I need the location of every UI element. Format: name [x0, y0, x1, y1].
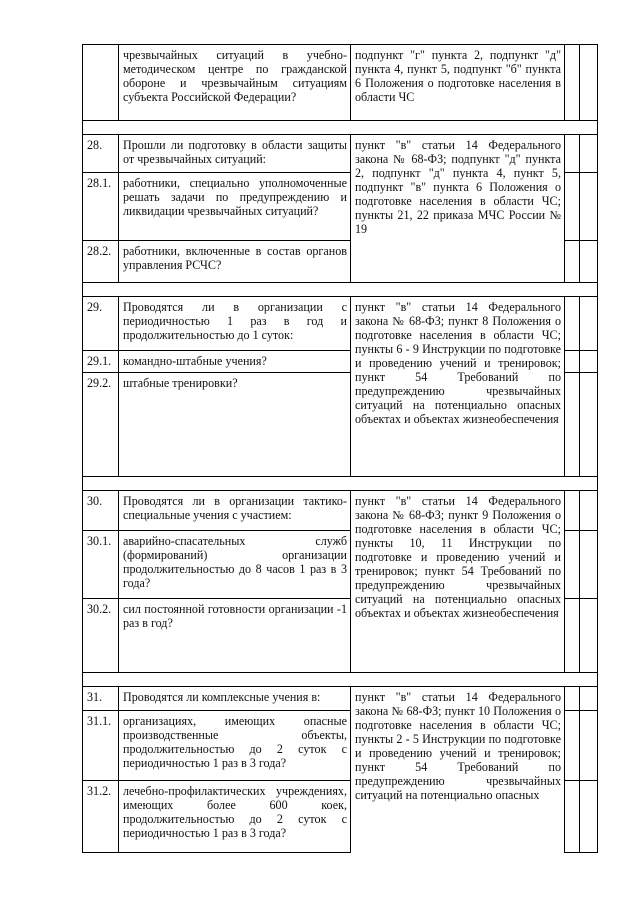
answer-cell	[565, 45, 580, 121]
spacer-row	[83, 477, 598, 491]
legal-reference: пункт "в" статьи 14 Федерального закона № 68-ФЗ; пункт 10 Положения о подготовке населения в области ЧС; пункты 2 - 5 Инструкции по подготовке и проведению учений и тренировок; пункт 54 Требований по предупреждению чрезвычайных ситуаций на потенциально опасных	[351, 687, 565, 853]
question-text: Прошли ли подготовку в области защиты от чрезвычайных ситуаций:	[119, 135, 351, 173]
answer-cell	[565, 373, 580, 477]
answer-cell	[565, 599, 580, 673]
table-row	[83, 297, 598, 351]
answer-cell	[565, 711, 580, 781]
question-text: сил постоянной готовности организации -1 раз в год?	[119, 599, 351, 673]
answer-cell	[565, 297, 580, 351]
answer-cell	[565, 173, 580, 241]
question-text: организациях, имеющих опасные производственные объекты, продолжительностью до 2 суток с периодичностью 1 раз в 3 года?	[119, 711, 351, 781]
question-text: работники, включенные в состав органов управления РСЧС?	[119, 241, 351, 283]
note-cell	[580, 373, 598, 477]
note-cell	[580, 781, 598, 853]
answer-cell	[565, 351, 580, 373]
note-cell	[580, 173, 598, 241]
note-cell	[580, 45, 598, 121]
note-cell	[580, 297, 598, 351]
note-cell	[580, 531, 598, 599]
table-row	[83, 45, 598, 121]
table-row	[83, 135, 598, 173]
question-text: Проводятся ли в организации с периодичностью 1 раз в год и продолжительностью до 1 суток:	[119, 297, 351, 351]
answer-cell	[565, 531, 580, 599]
question-text: Проводятся ли в организации тактико-специальные учения с участием:	[119, 491, 351, 531]
question-text: Проводятся ли комплексные учения в:	[119, 687, 351, 711]
legal-reference: пункт "в" статьи 14 Федерального закона № 68-ФЗ; подпункт "д" пункта 2, подпункт "д" пункта 4, пункт 5, подпункт "в" пункта 6 Положения о подготовке населения в области ЧС; пункты 21, 22 приказа МЧС России № 19	[351, 135, 565, 283]
question-text: работники, специально уполномоченные решать задачи по предупреждению и ликвидации чрезвычайных ситуаций?	[119, 173, 351, 241]
item-number: 29.	[83, 297, 119, 351]
answer-cell	[565, 781, 580, 853]
question-text: штабные тренировки?	[119, 373, 351, 477]
note-cell	[580, 351, 598, 373]
legal-reference: пункт "в" статьи 14 Федерального закона № 68-ФЗ; пункт 9 Положения о подготовке населения в области ЧС; пункты 10, 11 Инструкции по подготовке и проведению учений и тренировок; пункт 54 Требований по предупреждению чрезвычайных ситуаций на потенциально опасных объектах и объектах жизнеобеспечения	[351, 491, 565, 673]
item-number: 30.	[83, 491, 119, 531]
note-cell	[580, 711, 598, 781]
item-number: 28.1.	[83, 173, 119, 241]
note-cell	[580, 687, 598, 711]
item-number: 30.2.	[83, 599, 119, 673]
item-number: 28.	[83, 135, 119, 173]
item-number: 29.2.	[83, 373, 119, 477]
answer-cell	[565, 687, 580, 711]
spacer-row	[83, 283, 598, 297]
question-text: лечебно-профилактических учреждениях, имеющих более 600 коек, продолжительностью до 2 суток с периодичностью 1 раз в 3 года?	[119, 781, 351, 853]
note-cell	[580, 599, 598, 673]
spacer-row	[83, 121, 598, 135]
item-number: 28.2.	[83, 241, 119, 283]
item-number	[83, 45, 119, 121]
question-text: чрезвычайных ситуаций в учебно-методическом центре по гражданской обороне и чрезвычайным ситуациям субъекта Российской Федерации?	[119, 45, 351, 121]
item-number: 30.1.	[83, 531, 119, 599]
legal-reference: пункт "в" статьи 14 Федерального закона № 68-ФЗ; пункт 8 Положения о подготовке населения в области ЧС; пункты 6 - 9 Инструкции по подготовке и проведению учений и тренировок; пункт 54 Требований по предупреждению чрезвычайных ситуаций на потенциально опасных объектах и объектах жизнеобеспечения	[351, 297, 565, 477]
answer-cell	[565, 241, 580, 283]
spacer-row	[83, 673, 598, 687]
table-row	[83, 687, 598, 711]
answer-cell	[565, 491, 580, 531]
note-cell	[580, 491, 598, 531]
answer-cell	[565, 135, 580, 173]
checklist-table	[82, 44, 598, 853]
table-row	[83, 491, 598, 531]
note-cell	[580, 241, 598, 283]
question-text: аварийно-спасательных служб (формирований) организации продолжительностью до 8 часов 1 раз в 3 года?	[119, 531, 351, 599]
question-text: командно-штабные учения?	[119, 351, 351, 373]
item-number: 31.	[83, 687, 119, 711]
item-number: 31.2.	[83, 781, 119, 853]
legal-reference: подпункт "г" пункта 2, подпункт "д" пункта 4, пункт 5, подпункт "б" пункта 6 Положения о подготовке населения в области ЧС	[351, 45, 565, 121]
item-number: 31.1.	[83, 711, 119, 781]
item-number: 29.1.	[83, 351, 119, 373]
note-cell	[580, 135, 598, 173]
